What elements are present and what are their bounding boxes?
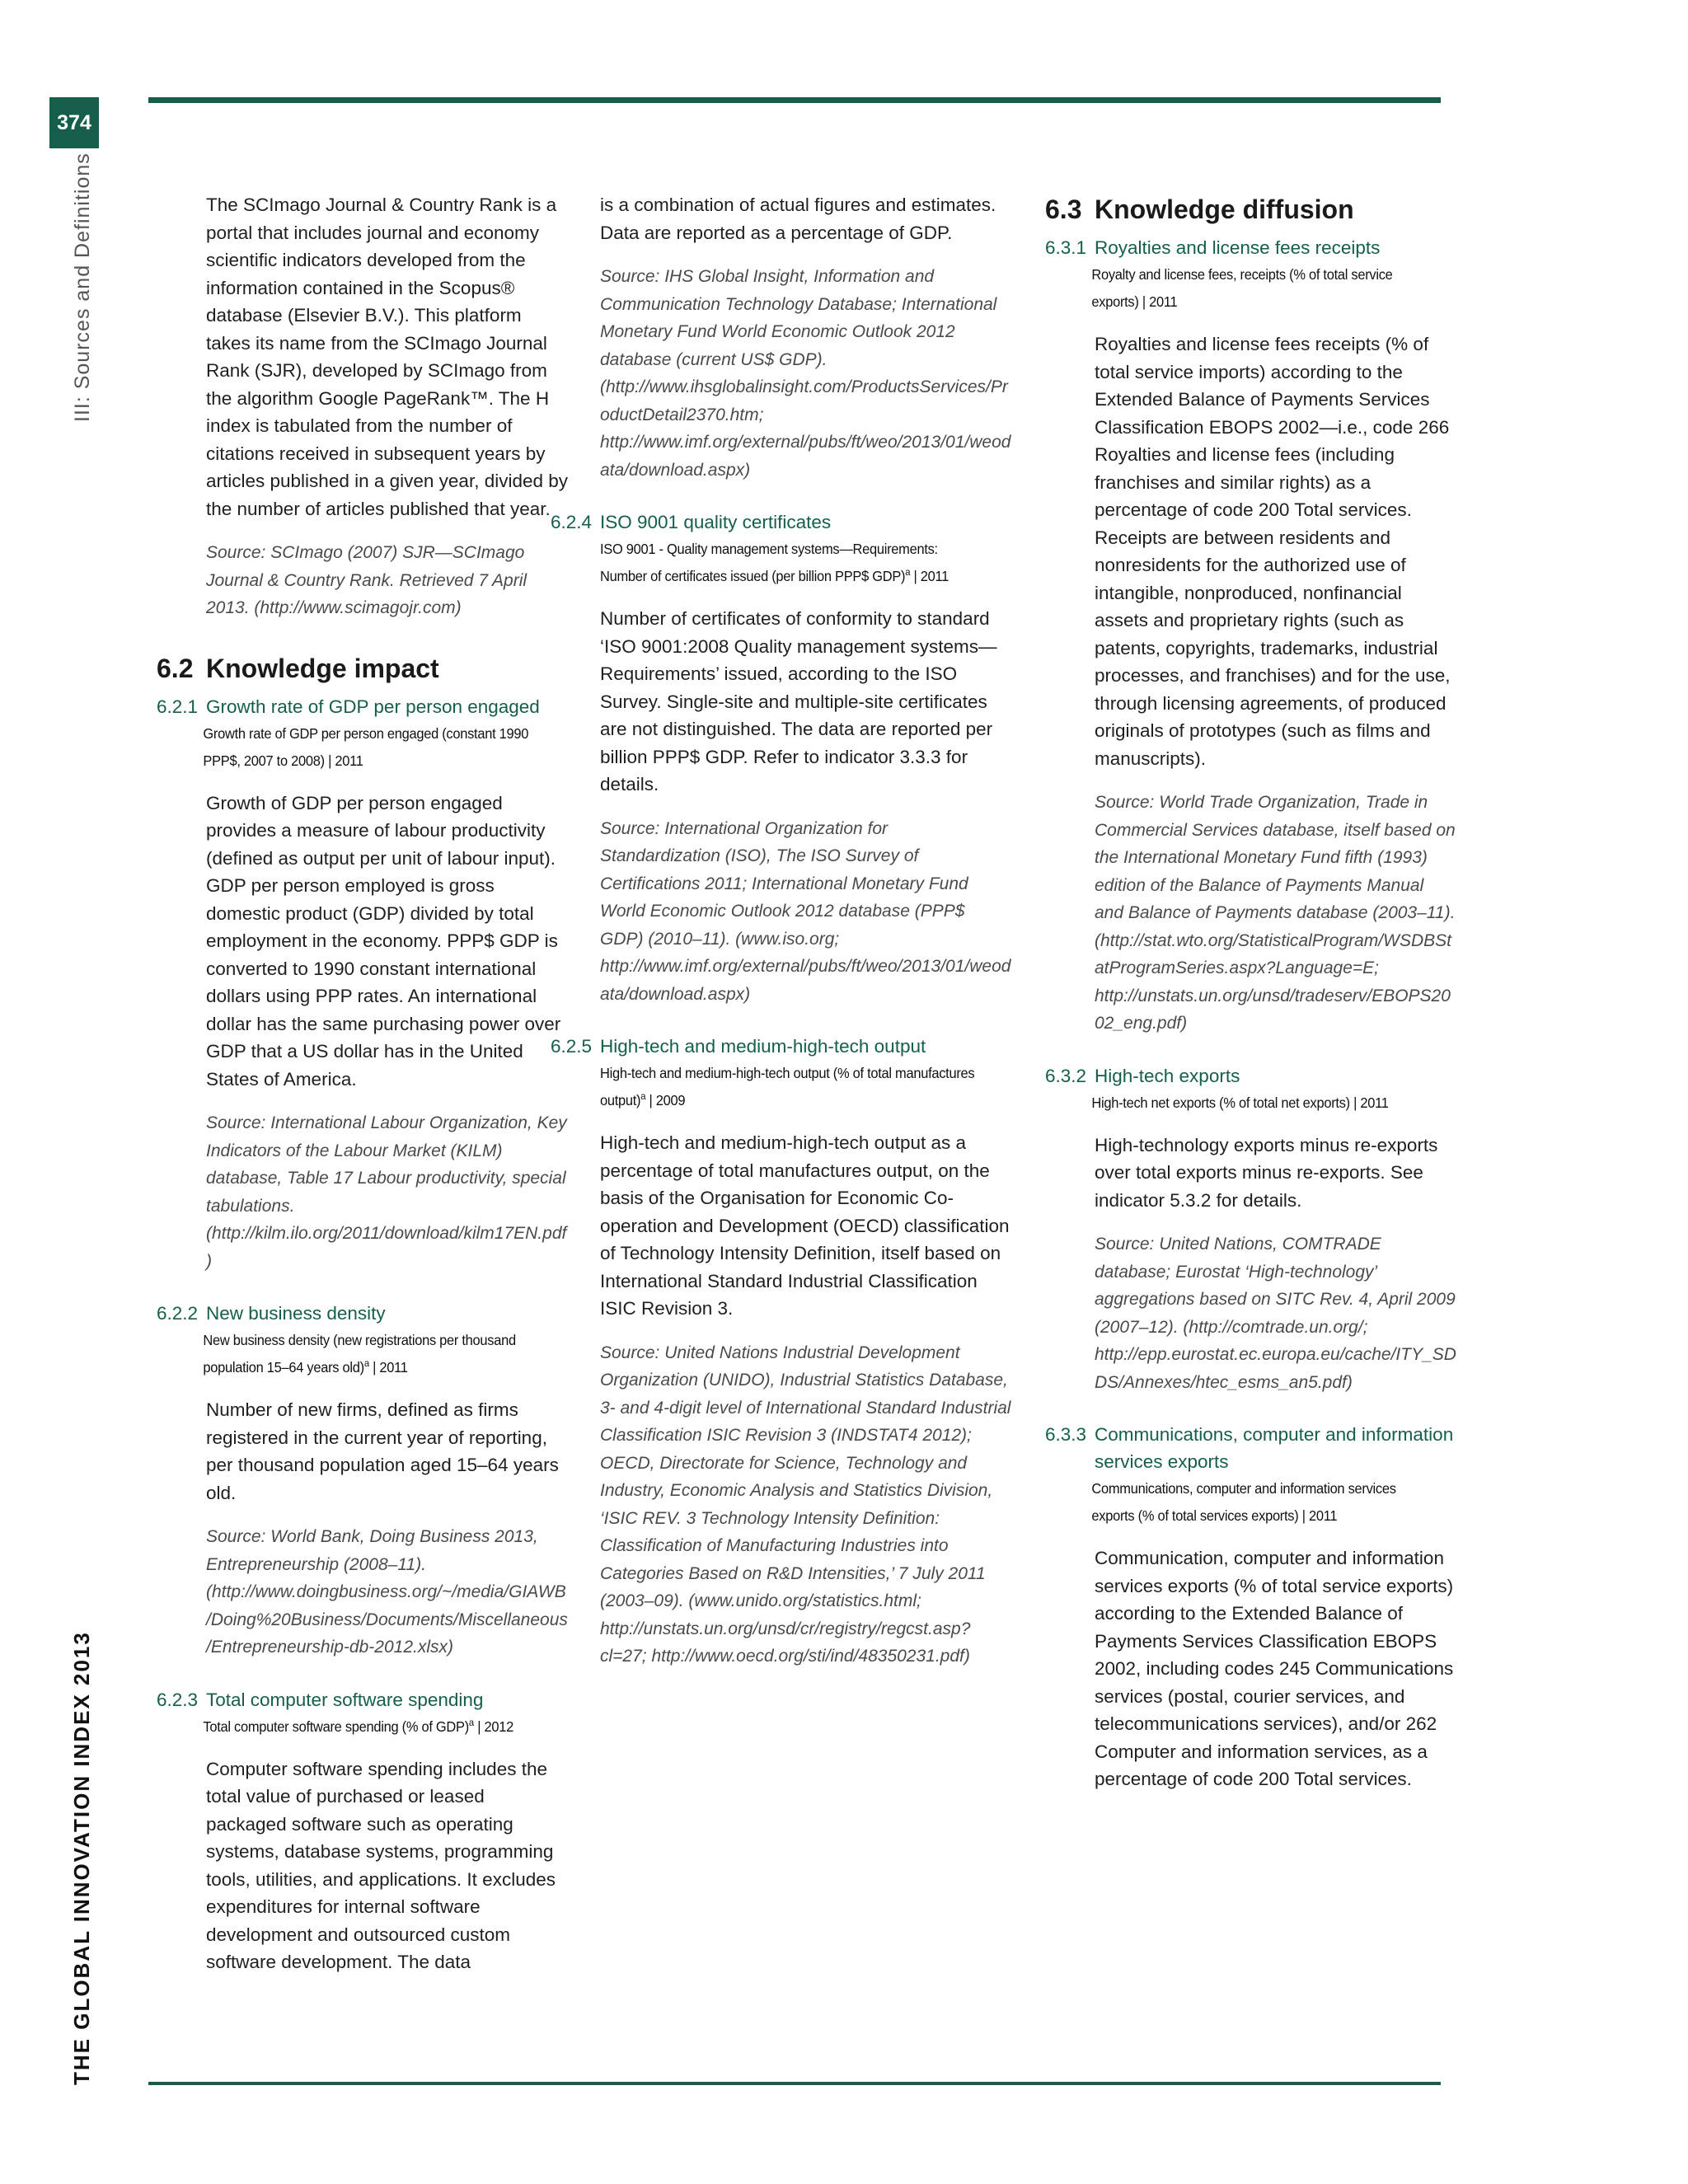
top-rule [148,97,1441,103]
column-2 [551,191,1012,1687]
meta-text: Total computer software spending (% of GDP) [203,1718,469,1735]
indicator-heading-6-2-1 [157,693,569,720]
indicator-source: Source: International Labour Organization, Key Indicators of the Labour Market (KILM) database, Table 17 Labour productivity, special tabulations. (http://kilm.ilo.org/2011/download/kilm17EN.pdf) [206,1113,567,1271]
indicator-body: Communication, computer and information services exports (% of total service exports) according to the Extended Balance of Payments Services Classification EBOPS 2002, including codes 245 Communications services (postal, courier services, and telecommunications services), and/or 262 Computer and information services, as a percentage of code 200 Total services. [1095,1548,1454,1789]
indicator-body: Computer software spending includes the total value of purchased or leased packaged software such as operating systems, database systems, programming tools, utilities, and applications. It excludes expenditures for internal software development and outsourced custom software development. The data [206,1758,556,1972]
indicator-title: ISO 9001 quality certificates [600,512,832,532]
indicator-meta [600,536,987,590]
indicator-number: 6.2.2 [157,1303,199,1324]
scimago-description: The SCImago Journal & Country Rank is a portal that includes journal and economy scientific indicators developed from the information contained in the Scopus® database (Elsevier B.V.). This platform takes its name from the SCImago Journal Rank (SJR), developed by SCImago from the algorithm Google PageRank™. The H index is tabulated from the number of citations received in subsequent years by articles published in a given year, divided by the number of articles published that year. [206,194,569,519]
scimago-source: Source: SCImago (2007) SJR—SCImago Journal & Country Rank. Retrieved 7 April 2013. (http://www.scimagojr.com) [206,543,528,617]
continued-source: Source: IHS Global Insight, Information and Communication Technology Database; International Monetary Fund World Economic Outlook 2012 database (current US$ GDP). (http://www.ihsglobalinsight.com/ProductsServices/ProductDetail2370.htm; http://www.imf.org/external/pubs/ft/weo/2013/01/weodata/download.aspx) [600,267,1011,480]
indicator-source: Source: United Nations, COMTRADE database; Eurostat ‘High-technology’ aggregations based on SITC Rev. 4, April 2009 (2007–12). (http://comtrade.un.org/; http://epp.eurostat.ec.europa.eu/cache/ITY_SDDS/Annexes/htec_esms_an5.pdf) [1095,1235,1456,1392]
indicator-heading-6-2-3 [157,1686,569,1713]
indicator-meta: Growth rate of GDP per person engaged (constant 1990 PPP$, 2007 to 2008) | 2011 [203,724,529,769]
page-number: 374 [49,97,99,148]
indicator-heading-6-2-2 [157,1300,569,1327]
footnote-marker: a [363,1357,369,1370]
indicator-number: 6.3.3 [1045,1424,1087,1445]
indicator-title: New business density [206,1303,386,1324]
indicator-title: High-tech exports [1095,1065,1240,1086]
indicator-title: Royalties and license fees receipts [1095,237,1381,258]
publication-running-head: THE GLOBAL INNOVATION INDEX 2013 [69,1631,94,2085]
meta-year: | 2009 [645,1092,686,1108]
meta-text: New business density (new registrations per thousand population 15–64 years old) [203,1332,516,1376]
indicator-number: 6.3.1 [1045,237,1087,258]
indicator-meta: High-tech net exports (% of total net exports) | 2011 [1091,1094,1389,1111]
indicator-number: 6.2.3 [157,1689,199,1710]
indicator-meta: Royalty and license fees, receipts (% of total service exports) | 2011 [1091,266,1393,310]
indicator-heading-6-3-3 [1045,1421,1457,1475]
indicator-heading-6-3-2 [1045,1062,1457,1090]
section-title: Knowledge impact [206,653,439,683]
indicator-number: 6.2.5 [551,1036,593,1057]
indicator-heading-6-2-4 [551,509,1012,536]
indicator-body: Growth of GDP per person engaged provides a measure of labour productivity (defined as output per unit of labour input). GDP per person employed is gross domestic product (GDP) divided by total employment in the economy. PPP$ GDP is converted to 1990 constant international dollars using PPP rates. An international dollar has the same purchasing power over GDP that a US dollar has in the United States of America. [206,792,561,1090]
indicator-title: Communications, computer and information services exports [1095,1424,1454,1472]
section-heading-6-3 [1045,191,1457,227]
footnote-marker: a [640,1090,646,1103]
indicator-body: Number of new firms, defined as firms registered in the current year of reporting, per thousand population aged 15–64 years old. [206,1399,559,1503]
indicator-meta [157,1327,544,1381]
section-number: 6.3 [1045,194,1082,224]
indicator-number: 6.3.2 [1045,1065,1087,1086]
indicator-source: Source: United Nations Industrial Development Organization (UNIDO), Industrial Statistics Database, 3- and 4-digit level of International Standard Industrial Classification ISIC Revision 3 (INDSTAT4 2012); OECD, Directorate for Science, Technology and Industry, Economic Analysis and Statistics Division, ‘ISIC REV. 3 Technology Intensity Definition: Classification of Manufacturing Industries into Categories Based on R&D Intensities,’ 7 July 2011 (2003–09). (www.unido.org/statistics.html; http://unstats.un.org/unsd/cr/registry/regcst.asp?cl=27; http://www.oecd.org/sti/ind/48350231.pdf) [600,1343,1011,1666]
indicator-source: Source: World Trade Organization, Trade in Commercial Services database, itself based on the International Monetary Fund fifth (1993) edition of the Balance of Payments Manual and Balance of Payments database (2003–11). (http://stat.wto.org/StatisticalProgram/WSDBStatProgramSeries.aspx?Language=E; http://unstats.un.org/unsd/tradeserv/EBOPS2002_eng.pdf) [1095,793,1456,1033]
indicator-heading-6-3-1 [1045,234,1457,261]
meta-year: | 2011 [368,1359,408,1376]
indicator-source: Source: International Organization for Standardization (ISO), The ISO Survey of Certifications 2011; International Monetary Fund World Economic Outlook 2012 database (PPP$ GDP) (2010–11). (www.iso.org; http://www.imf.org/external/pubs/ft/weo/2013/01/weodata/download.aspx) [600,818,1011,1004]
indicator-body: Number of certificates of conformity to standard ‘ISO 9001:2008 Quality management systems—Requirements’ issued, according to the ISO Survey. Single-site and multiple-site certificates are not distinguished. The data are reported per billion PPP$ GDP. Refer to indicator 3.3.3 for details. [600,608,997,794]
section-running-head: III: Sources and Definitions [71,152,94,422]
column-1 [157,191,569,1993]
indicator-source: Source: World Bank, Doing Business 2013, Entrepreneurship (2008–11). (http://www.doingbusiness.org/~/media/GIAWB/Doing%20Business/Documents/Miscellaneous/Entrepreneurship-db-2012.xlsx) [206,1527,568,1657]
indicator-body: High-tech and medium-high-tech output as a percentage of total manufactures output, on the basis of the Organisation for Economic Co-operation and Development (OECD) classification of Technology Intensity Definition, itself based on International Standard Industrial Classification ISIC Revision 3. [600,1132,1010,1319]
section-heading-6-2 [157,650,569,687]
footnote-marker: a [905,566,911,579]
indicator-body: Royalties and license fees receipts (% of total service imports) according to the Extended Balance of Payments Services Classification EBOPS 2002—i.e., code 266 Royalties and license fees (including franchises and similar rights) as a percentage of code 200 Total services. Receipts are between residents and nonresidents for the authorized use of intangible, nonproduced, nonfinancial assets and proprietary rights (such as patents, copyrights, trademarks, industrial processes, and franchises) and for the use, through licensing agreements, of produced originals of prototypes (such as films and manuscripts). [1095,334,1451,769]
indicator-title: Growth rate of GDP per person engaged [206,696,540,717]
meta-year: | 2011 [910,568,950,584]
indicator-body: High-technology exports minus re-exports over total exports minus re-exports. See indicator 5.3.2 for details. [1095,1134,1438,1211]
indicator-title: Total computer software spending [206,1689,484,1710]
continued-body: is a combination of actual figures and estimates. Data are reported as a percentage of GDP. [600,194,996,243]
meta-text: High-tech and medium-high-tech output (% of total manufactures output) [600,1065,975,1108]
column-3 [1045,191,1457,1810]
indicator-number: 6.2.4 [551,512,593,532]
indicator-heading-6-2-5 [551,1033,1012,1060]
meta-text: ISO 9001 - Quality management systems—Requirements: Number of certificates issued (per billion PPP$ GDP) [600,541,938,584]
bottom-rule [148,2082,1441,2085]
section-title: Knowledge diffusion [1095,194,1354,224]
indicator-number: 6.2.1 [157,696,199,717]
footnote-marker: a [468,1716,474,1728]
indicator-meta [600,1060,987,1114]
indicator-title: High-tech and medium-high-tech output [600,1036,926,1057]
meta-year: | 2012 [473,1718,513,1735]
section-number: 6.2 [157,653,194,683]
indicator-meta: Communications, computer and information services exports (% of total services exports) | 2011 [1091,1480,1396,1524]
indicator-meta [157,1713,544,1741]
